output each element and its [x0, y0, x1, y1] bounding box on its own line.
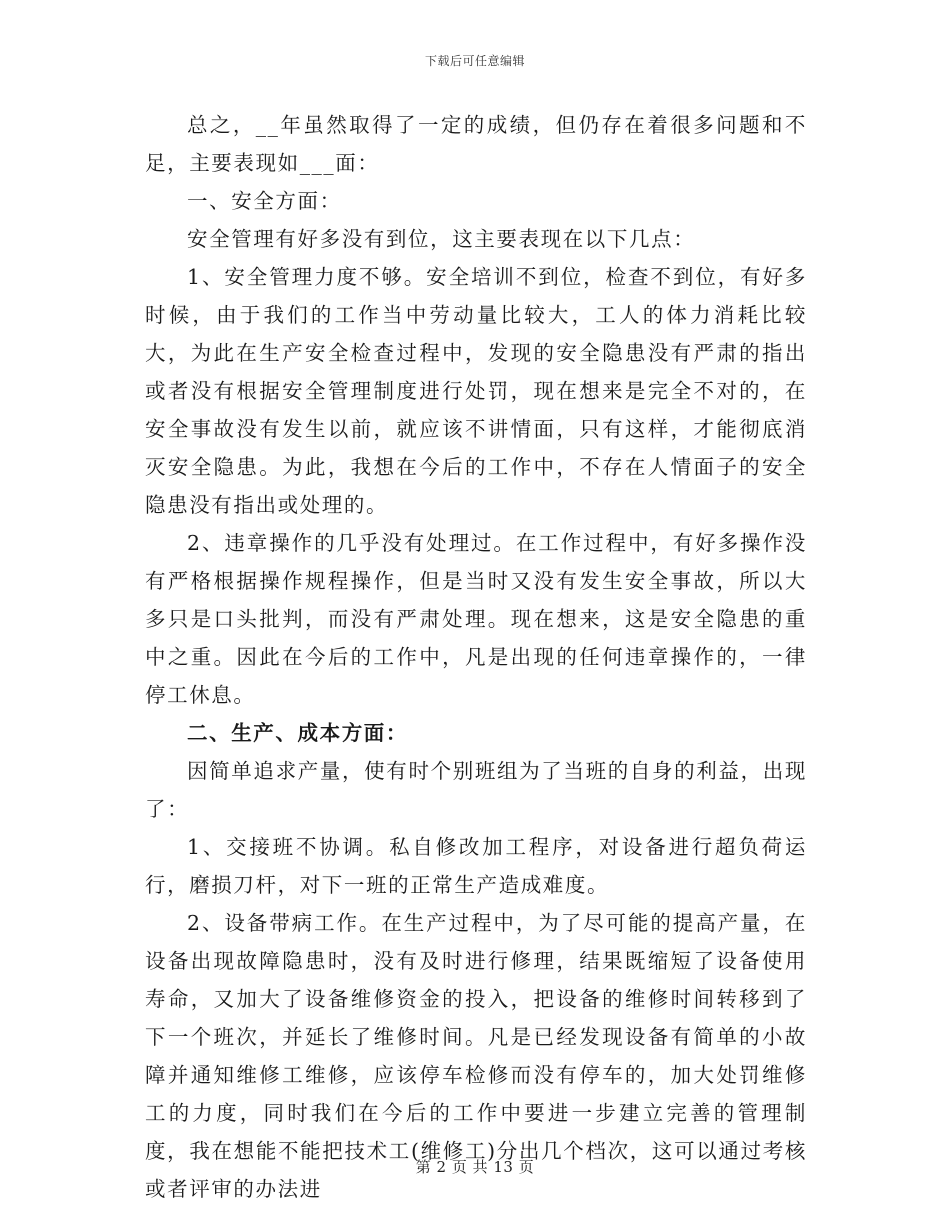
paragraph-safety-point-1: 1、安全管理力度不够。安全培训不到位，检查不到位，有好多时候，由于我们的工作当中劳动量比较大，工人的体力消耗比较大，为此在生产安全检查过程中，发现的安全隐患没有严肃的指出或者没有根据安全管理制度进行处罚，现在想来是完全不对的，在安全事故没有发生以前，就应该不讲情面，只有这样，才能彻底消灭安全隐患。为此，我想在今后的工作中，不存在人情面子的安全隐患没有指出或处理的。: [145, 265, 807, 517]
page-number: 第 2 页 共 13 页: [415, 1158, 535, 1176]
heading-production-cost: 二、生产、成本方面：: [187, 721, 408, 745]
paragraph-production-point-1: 1、交接班不协调。私自修改加工程序，对设备进行超负荷运行，磨损刀杆，对下一班的正常生产造成难度。: [145, 835, 807, 897]
paragraph-summary: 总之，__年虽然取得了一定的成绩，但仍存在着很多问题和不足，主要表现如___面：: [145, 113, 807, 175]
page-header: 下载后可任意编辑: [424, 54, 525, 68]
paragraph-safety-point-2: 2、违章操作的几乎没有处理过。在工作过程中，有好多操作没有严格根据操作规程操作，但是当时又没有发生安全事故，所以大多只是口头批判，而没有严肃处理。现在想来，这是安全隐患的重中之重。因此在今后的工作中，凡是出现的任何违章操作的，一律停工休息。: [145, 531, 807, 707]
paragraph-production-intro: 因简单追求产量，使有时个别班组为了当班的自身的利益，出现了：: [145, 759, 807, 821]
document-body: [145, 106, 807, 1208]
paragraph-safety-intro: 安全管理有好多没有到位，这主要表现在以下几点：: [187, 227, 696, 251]
heading-safety: 一、安全方面：: [187, 189, 342, 213]
paragraph-production-point-2: 2、设备带病工作。在生产过程中，为了尽可能的提高产量，在设备出现故障隐患时，没有及时进行修理，结果既缩短了设备使用寿命，又加大了设备维修资金的投入，把设备的维修时间转移到了下一个班次，并延长了维修时间。凡是已经发现设备有简单的小故障并通知维修工维修，应该停车检修而没有停车的，加大处罚维修工的力度，同时我们在今后的工作中要进一步建立完善的管理制度，我在想能不能把技术工(维修工)分出几个档次，这可以通过考核或者评审的办法进: [145, 911, 807, 1201]
